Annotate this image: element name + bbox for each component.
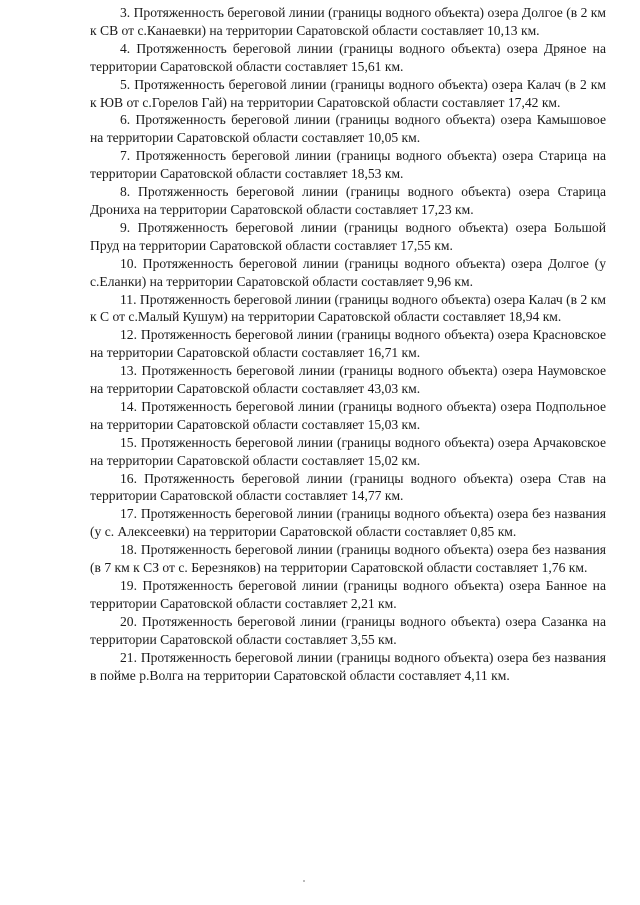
paragraph: 3. Протяженность береговой линии (границы водного объекта) озера Долгое (в 2 км к СВ от с.Канаевки) на территории Саратовской области составляет 10,13 км. [90, 5, 606, 38]
paragraph: 9. Протяженность береговой линии (границы водного объекта) озера Большой Пруд на территории Саратовской области составляет 17,55 км. [90, 219, 606, 253]
paragraph: 11. Протяженность береговой линии (границы водного объекта) озера Калач (в 2 км к С от с.Малый Кушум) на территории Саратовской области составляет 18,94 км. [90, 291, 606, 325]
paragraph: 13. Протяженность береговой линии (границы водного объекта) озера Наумовское на территории Саратовской области составляет 43,03 км. [90, 363, 606, 397]
paragraph: 21. Протяженность береговой линии (границы водного объекта) озера без названия в пойме р.Волга на территории Саратовской области составляет 4,11 км. [90, 649, 606, 683]
paragraph: 20. Протяженность береговой линии (границы водного объекта) озера Сазанка на территории Саратовской области составляет 3,55 км. [90, 613, 606, 647]
paragraph: 7. Протяженность береговой линии (границы водного объекта) озера Старица на территории Саратовской области составляет 18,53 км. [90, 148, 606, 182]
paragraph: 12. Протяженность береговой линии (границы водного объекта) озера Красновское на территории Саратовской области составляет 16,71 км. [90, 327, 606, 361]
paragraph: 19. Протяженность береговой линии (границы водного объекта) озера Банное на территории Саратовской области составляет 2,21 км. [90, 578, 606, 611]
paragraph: 5. Протяженность береговой линии (границы водного объекта) озера Калач (в 2 км к ЮВ от с.Горелов Гай) на территории Саратовской области составляет 17,42 км. [90, 76, 606, 110]
scan-speck [303, 880, 305, 882]
paragraph: 4. Протяженность береговой линии (границы водного объекта) озера Дряное на территории Саратовской области составляет 15,61 км. [90, 40, 606, 74]
paragraph: 16. Протяженность береговой линии (границы водного объекта) озера Став на территории Саратовской области составляет 14,77 км. [90, 470, 606, 504]
paragraph: 18. Протяженность береговой линии (границы водного объекта) озера без названия (в 7 км к СЗ от с. Березняков) на территории Саратовской области составляет 1,76 км. [90, 542, 606, 576]
paragraph: 17. Протяженность береговой линии (границы водного объекта) озера без названия (у с. Алексеевки) на территории Саратовской области составляет 0,85 км. [90, 506, 606, 540]
document-body [90, 4, 606, 684]
paragraph: 10. Протяженность береговой линии (границы водного объекта) озера Долгое (у с.Еланки) на территории Саратовской области составляет 9,96 км. [90, 255, 606, 289]
paragraph: 15. Протяженность береговой линии (границы водного объекта) озера Арчаковское на территории Саратовской области составляет 15,02 км. [90, 434, 606, 468]
paragraph: 14. Протяженность береговой линии (границы водного объекта) озера Подпольное на территории Саратовской области составляет 15,03 км. [90, 398, 606, 432]
paragraph: 8. Протяженность береговой линии (границы водного объекта) озера Старица Дрониха на территории Саратовской области составляет 17,23 км. [90, 184, 606, 217]
paragraph: 6. Протяженность береговой линии (границы водного объекта) озера Камышовое на территории Саратовской области составляет 10,05 км. [90, 112, 606, 146]
